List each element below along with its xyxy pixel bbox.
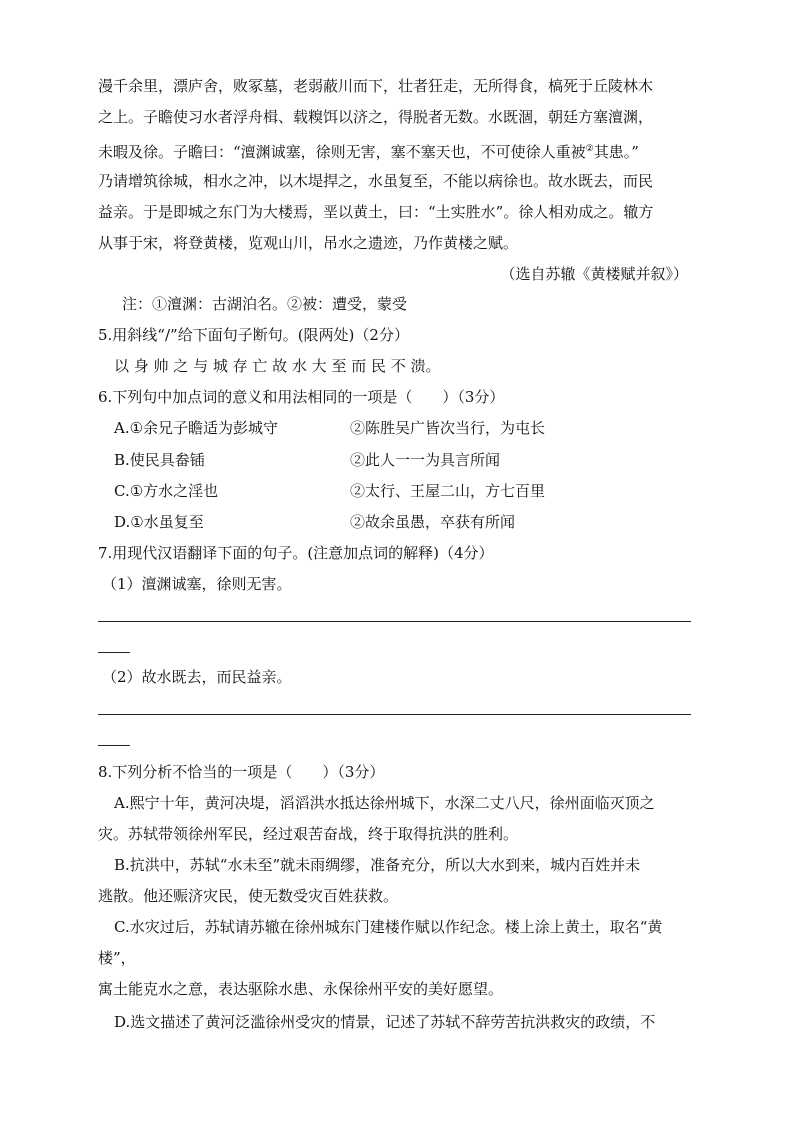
passage-line: 乃请增筑徐城，相水之冲，以木堤捍之，水虽复至，不能以病徐也。故水既去，而民 bbox=[98, 172, 654, 190]
passage-line: 漫千余里，漂庐舍，败冢墓，老弱蔽川而下，壮者狂走，无所得食，槁死于丘陵林木 bbox=[98, 77, 654, 95]
q8-line: 楼”， bbox=[98, 949, 136, 967]
answer-line bbox=[98, 621, 691, 622]
option-d-1: D.①水虽复至 bbox=[114, 513, 204, 531]
question-8-prompt: 8.下列分析不恰当的一项是（ ）（3分） bbox=[98, 763, 385, 781]
q8-line: C.水灾过后，苏轼请苏辙在徐州城东门建楼作赋以作纪念。楼上涂上黄土，取名“黄 bbox=[114, 918, 663, 936]
question-5-prompt: 5.用斜线“/”给下面句子断句。(限两处)（2分） bbox=[98, 326, 409, 344]
q8-line: 灾。苏轼带领徐州军民，经过艰苦奋战，终于取得抗洪的胜利。 bbox=[98, 825, 519, 843]
question-5-sentence: 以 身 帅 之 与 城 存 亡 故 水 大 至 而 民 不 溃。 bbox=[114, 357, 441, 375]
q8-line: A.熙宁十年，黄河决堤，滔滔洪水抵达徐州城下，水深二丈八尺，徐州面临灭顶之 bbox=[114, 794, 655, 812]
passage-line bbox=[98, 139, 639, 162]
question-7-sentence-2: （2）故水既去，而民益亲。 bbox=[102, 668, 292, 686]
q8-line: B.抗洪中，苏轼“水未至”就未雨绸缪，准备充分，所以大水到来，城内百姓并未 bbox=[114, 856, 641, 874]
option-a-1: A.①余兄子瞻适为彭城守 bbox=[114, 419, 279, 437]
passage-line: 益亲。于是即城之东门为大楼焉，垩以黄土，曰：“土实胜水”。徐人相劝成之。辙方 bbox=[98, 203, 654, 221]
option-d-2: ②故余虽愚，卒获有所闻 bbox=[350, 513, 516, 531]
question-7-prompt: 7.用现代汉语翻译下面的句子。(注意加点词的解释)（4分） bbox=[98, 544, 494, 562]
answer-line-tail bbox=[98, 652, 130, 653]
passage-line-text: 未暇及徐。子瞻曰：“澶渊诚塞，徐则无害，塞不塞天也，不可使徐人重被 bbox=[98, 143, 586, 161]
question-7-sentence-1: （1）澶渊诚塞，徐则无害。 bbox=[102, 575, 292, 593]
passage-line: 从事于宋，将登黄楼，览观山川，吊水之遗迹，乃作黄楼之赋。 bbox=[98, 234, 519, 252]
passage-source: （选自苏辙《黄楼赋并叙》） bbox=[500, 265, 688, 283]
q8-line: 寓土能克水之意，表达驱除水患、永保徐州平安的美好愿望。 bbox=[98, 980, 504, 998]
answer-line bbox=[98, 714, 691, 715]
footnote-marker: ② bbox=[585, 144, 594, 154]
q8-line: 逃散。他还赈济灾民，使无数受灾百姓获救。 bbox=[98, 887, 399, 905]
passage-note: 注：①澶渊：古湖泊名。②被：遭受，蒙受 bbox=[122, 295, 408, 313]
option-c-1: C.①方水之淫也 bbox=[114, 482, 219, 500]
passage-line: 之上。子瞻使习水者浮舟楫、载糗饵以济之，得脱者无数。水既涸，朝廷方塞澶渊， bbox=[98, 108, 654, 126]
q8-line: D.选文描述了黄河泛滥徐州受灾的情景，记述了苏轼不辞劳苦抗洪救灾的政绩，不 bbox=[114, 1013, 656, 1031]
option-b-2: ②此人一一为具言所闻 bbox=[350, 451, 501, 469]
question-6-prompt: 6.下列句中加点词的意义和用法相同的一项是（ ）（3分） bbox=[98, 388, 505, 406]
answer-line-tail bbox=[98, 745, 130, 746]
passage-line-tail: 其患。” bbox=[593, 143, 639, 161]
option-a-2: ②陈胜吴广皆次当行，为屯长 bbox=[350, 419, 546, 437]
option-c-2: ②太行、王屋二山，方七百里 bbox=[350, 482, 546, 500]
option-b-1: B.使民具畚锸 bbox=[114, 451, 205, 469]
